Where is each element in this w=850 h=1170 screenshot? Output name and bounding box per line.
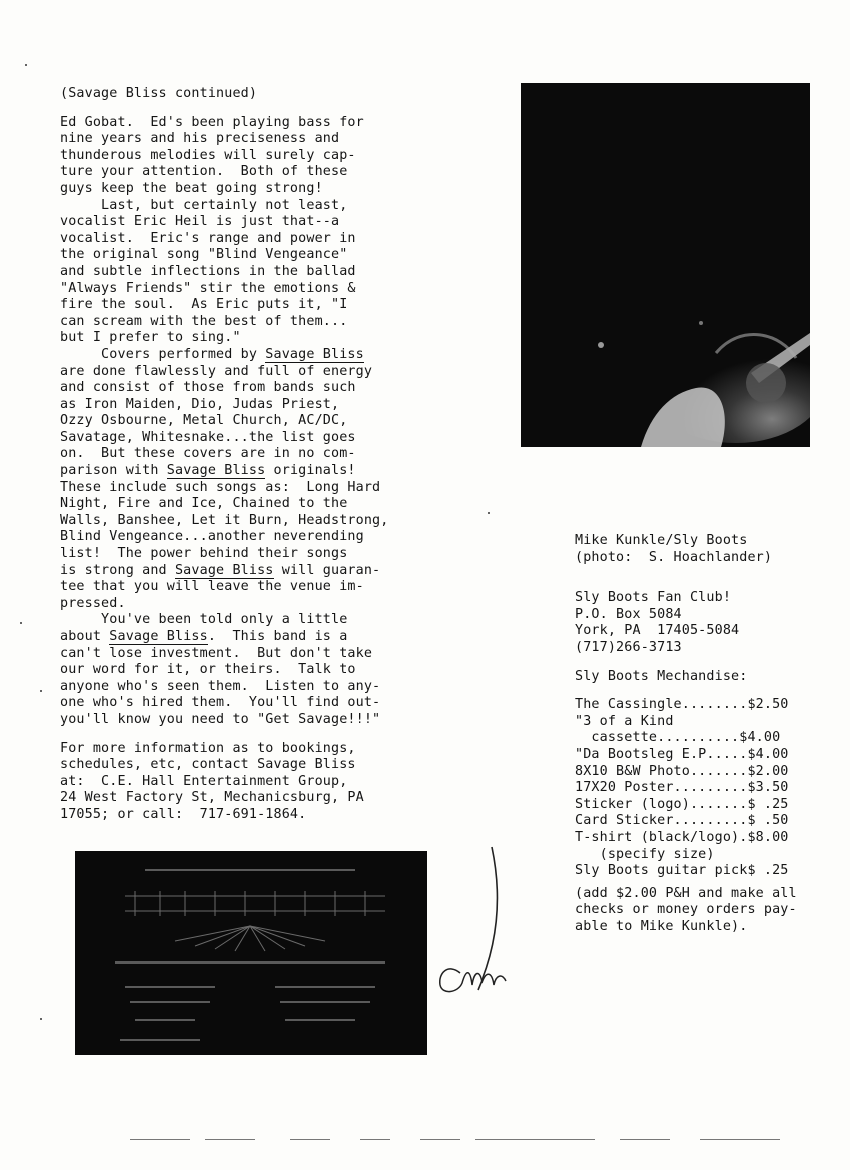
scan-speck [40,690,42,692]
merch-line: Sly Boots Mechandise: [575,668,748,684]
guitarist-photo-graphic [521,83,810,447]
scan-edge-line [420,1139,460,1140]
article-line [60,463,388,480]
scan-speck [40,1018,42,1020]
article-line: guys keep the beat going strong! [60,180,323,196]
scan-edge-line [360,1139,390,1140]
article-line: anyone who's seen them. Listen to any- [60,678,381,694]
line-segment: about [60,629,110,644]
band-name-underlined: Savage Bliss [109,629,208,644]
article-left-column [60,86,388,824]
article-line: Savatage, Whitesnake...the list goes [60,429,356,445]
article-line: nine years and his preciseness and [60,131,340,147]
article-line: ture your attention. Both of these [60,164,348,180]
merch-line: "3 of a Kind [575,713,674,729]
article-line: vocalist. Eric's range and power in [60,230,356,246]
scan-speck [20,622,22,624]
merch-line: checks or money orders pay- [575,902,797,918]
line-segment: originals! [265,463,356,479]
merch-line: 8X10 B&W Photo.......$2.00 [575,763,789,779]
paragraph-gap [575,578,797,590]
article-line: Walls, Banshee, Let it Burn, Headstrong, [60,512,389,528]
merch-line: The Cassingle........$2.50 [575,697,789,713]
paragraph-gap [60,729,388,741]
article-line: Ed Gobat. Ed's been playing bass for [60,114,364,130]
merch-line: (specify size) [575,846,715,862]
article-line [60,629,388,646]
article-line: the original song "Blind Vengeance" [60,247,348,263]
merch-line: able to Mike Kunkle). [575,918,748,934]
article-line: can't lose investment. But don't take [60,645,373,661]
article-line: For more information as to bookings, [60,740,356,756]
merch-line: 17X20 Poster.........$3.50 [575,780,789,796]
article-line [60,347,388,364]
article-line: at: C.E. Hall Entertainment Group, [60,773,348,789]
article-line: Last, but certainly not least, [60,197,348,213]
paragraph-gap [575,685,797,697]
handwritten-initials-mark [430,845,520,995]
merch-line: Sticker (logo).......$ .25 [575,796,789,812]
merch-right-column [575,533,797,935]
merch-line: P.O. Box 5084 [575,606,682,622]
paragraph-gap [575,657,797,669]
article-line: Ozzy Osbourne, Metal Church, AC/DC, [60,413,348,429]
merch-line: Sly Boots guitar pick$ .25 [575,863,789,879]
article-line: 24 West Factory St, Mechanicsburg, PA [60,790,364,806]
merch-line: Sly Boots Fan Club! [575,590,732,606]
article-line [60,563,388,580]
flyer-graphic [75,851,427,1055]
paragraph-gap [575,566,797,578]
line-segment: will guaran- [273,562,381,578]
article-line: one who's hired them. You'll find out- [60,695,381,711]
scan-speck [488,512,490,514]
line-segment: is strong and [60,562,175,578]
scan-edge-line [475,1139,595,1140]
band-name-underlined: Savage Bliss [265,346,364,362]
scan-edge-line [620,1139,670,1140]
article-line: 17055; or call: 717-691-1864. [60,806,307,822]
article-line: and consist of those from bands such [60,380,356,396]
article-line: You've been told only a little [60,612,348,628]
line-segment: Covers performed by [60,346,266,362]
merch-line: cassette..........$4.00 [575,730,781,746]
scan-edge-line [130,1139,190,1140]
article-line: our word for it, or theirs. Talk to [60,662,356,678]
merch-line: T-shirt (black/logo).$8.00 [575,829,789,845]
scan-speck [25,64,27,66]
article-line: and subtle inflections in the ballad [60,263,356,279]
merch-line: "Da Bootsleg E.P.....$4.00 [575,746,789,762]
article-line: but I prefer to sing." [60,330,241,346]
article-line: Blind Vengeance...another neverending [60,529,364,545]
band-name-underlined: Savage Bliss [166,463,266,479]
merch-line: (photo: S. Hoachlander) [575,549,773,565]
article-line: fire the soul. As Eric puts it, "I [60,297,348,313]
band-name-underlined: Savage Bliss [174,562,274,578]
article-line: as Iron Maiden, Dio, Judas Priest, [60,396,340,412]
article-line: "Always Friends" stir the emotions & [60,280,356,296]
merch-line: (717)266-3713 [575,639,682,655]
article-line: (Savage Bliss continued) [60,86,258,101]
scan-edge-line [290,1139,330,1140]
article-line: tee that you will leave the venue im- [60,579,364,595]
article-line: vocalist Eric Heil is just that--a [60,214,340,230]
line-segment: . This band is a [207,629,348,644]
article-line: you'll know you need to "Get Savage!!!" [60,711,381,727]
merch-line: (add $2.00 P&H and make all [575,885,797,901]
merch-line: York, PA 17405-5084 [575,623,740,639]
article-line: Night, Fire and Ice, Chained to the [60,496,348,512]
article-line: can scream with the best of them... [60,313,348,329]
event-flyer-image [75,851,427,1055]
merch-line: Card Sticker.........$ .50 [575,813,789,829]
merch-line: Mike Kunkle/Sly Boots [575,533,748,548]
article-line: These include such songs as: Long Hard [60,479,381,495]
line-segment: parison with [60,463,167,479]
article-line: are done flawlessly and full of energy [60,363,373,379]
scan-edge-line [700,1139,780,1140]
band-photo [521,83,810,447]
article-line: thunderous melodies will surely cap- [60,147,356,163]
article-line: schedules, etc, contact Savage Bliss [60,757,356,773]
article-line: pressed. [60,595,126,611]
scan-edge-line [205,1139,255,1140]
paragraph-gap [60,103,388,115]
article-line: on. But these covers are in no com- [60,446,356,462]
article-line: list! The power behind their songs [60,546,348,562]
